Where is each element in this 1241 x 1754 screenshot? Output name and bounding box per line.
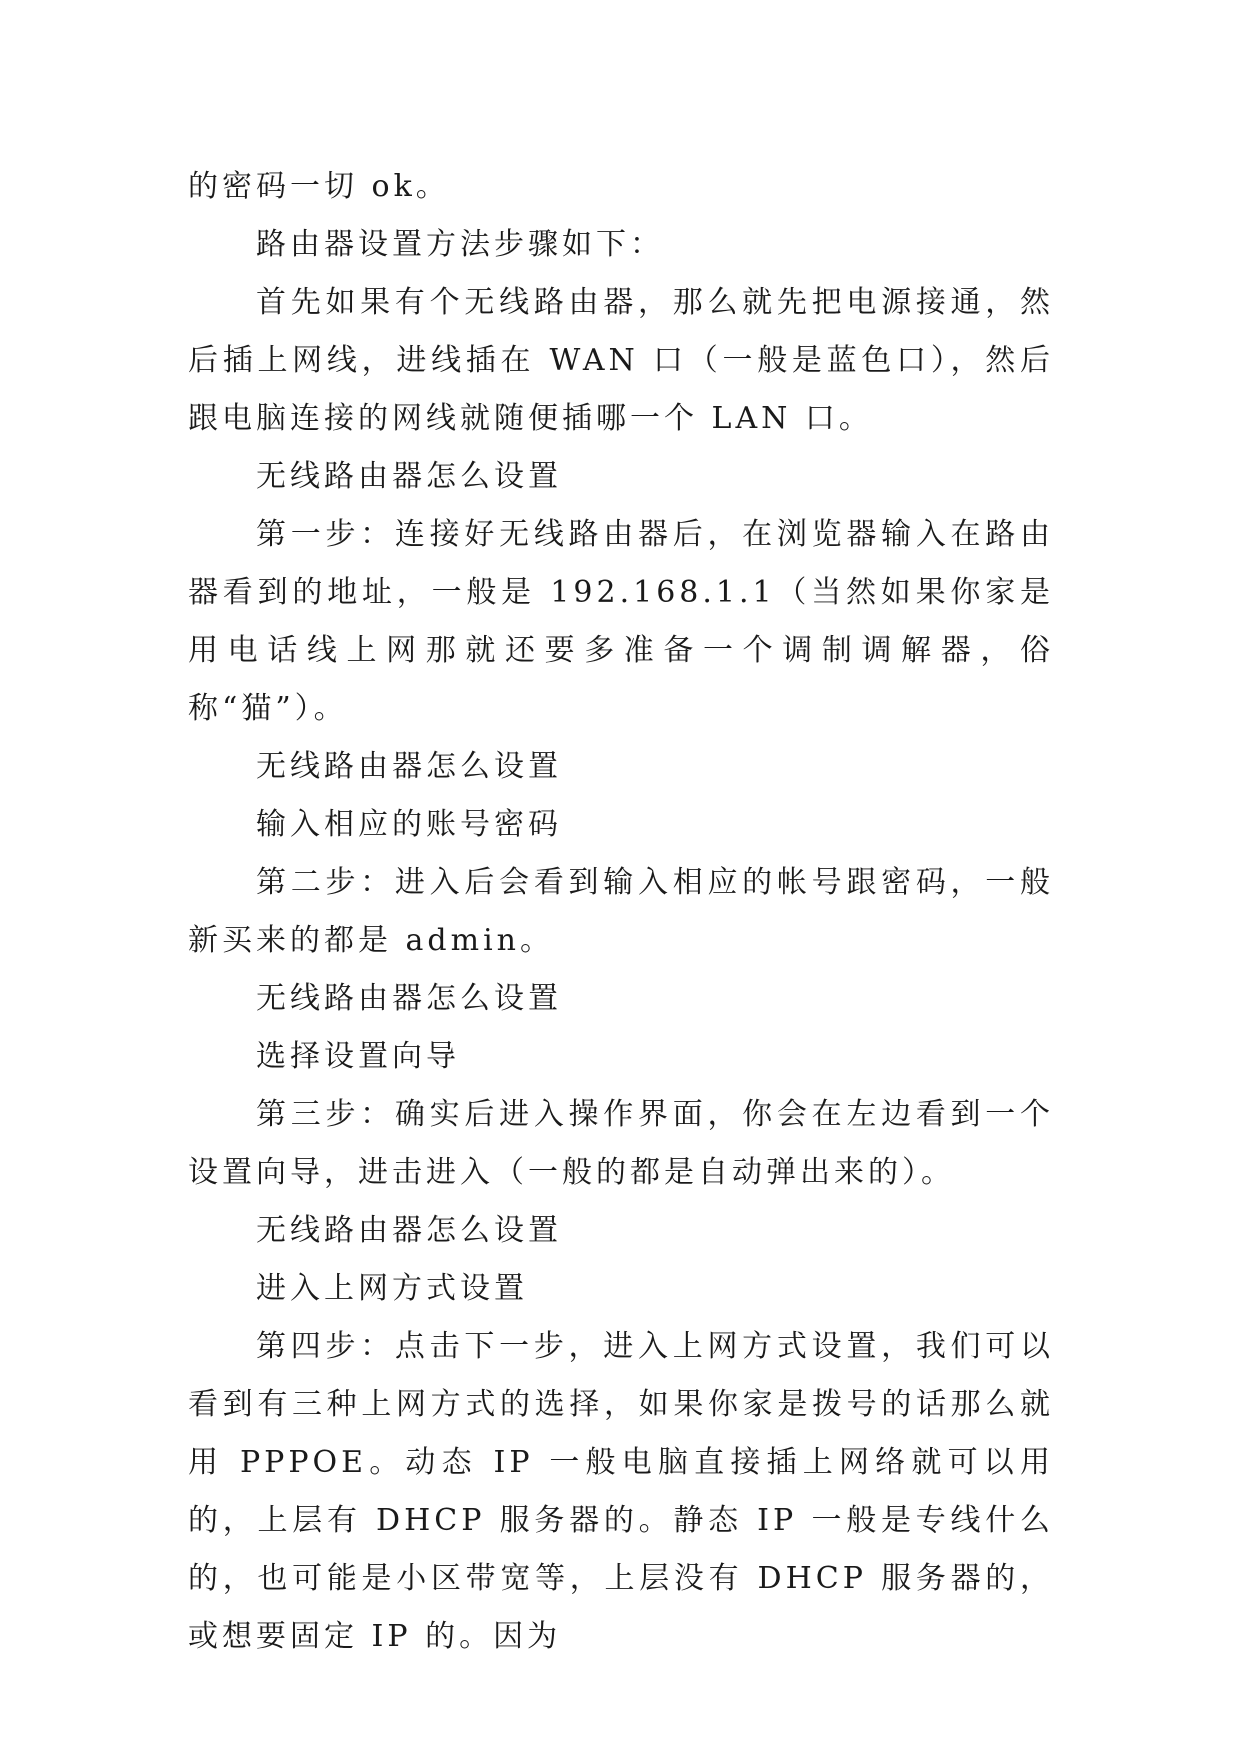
paragraph-caption: 无线路由器怎么设置 xyxy=(256,749,562,784)
paragraph-step-two: 第二步：进入后会看到输入相应的帐号跟密码，一般新买来的都是 admin。 xyxy=(188,865,1054,958)
paragraph-step-one: 第一步：连接好无线路由器后，在浏览器输入在路由器看到的地址，一般是 192.168.1.1（当然如果你家是用电话线上网那就还要多准备一个调制调解器，俗称“猫”）。 xyxy=(188,517,1054,726)
paragraph-subcaption: 进入上网方式设置 xyxy=(256,1271,528,1306)
paragraph-password-ok: 的密码一切 ok。 xyxy=(188,169,450,204)
paragraph-caption: 无线路由器怎么设置 xyxy=(256,981,562,1016)
paragraph-connect-cables: 首先如果有个无线路由器，那么就先把电源接通，然后插上网线，进线插在 WAN 口（一般是蓝色口），然后跟电脑连接的网线就随便插哪一个 LAN 口。 xyxy=(188,285,1054,436)
paragraph-step-four: 第四步：点击下一步，进入上网方式设置，我们可以看到有三种上网方式的选择，如果你家是拨号的话那么就用 PPPOE。动态 IP 一般电脑直接插上网络就可以用的，上层有 DHCP 服务器的。静态 IP 一般是专线什么的，也可能是小区带宽等，上层没有 DHCP 服务器的，或想要固定 IP 的。因为 xyxy=(188,1329,1054,1654)
paragraph-subcaption: 输入相应的账号密码 xyxy=(256,807,562,842)
paragraph-steps-heading: 路由器设置方法步骤如下： xyxy=(256,227,664,262)
paragraph-subcaption: 选择设置向导 xyxy=(256,1039,460,1074)
paragraph-caption: 无线路由器怎么设置 xyxy=(256,459,562,494)
paragraph-step-three: 第三步：确实后进入操作界面，你会在左边看到一个设置向导，进击进入（一般的都是自动弹出来的）。 xyxy=(188,1097,1054,1190)
document-body xyxy=(188,158,1054,1666)
paragraph-caption: 无线路由器怎么设置 xyxy=(256,1213,562,1248)
